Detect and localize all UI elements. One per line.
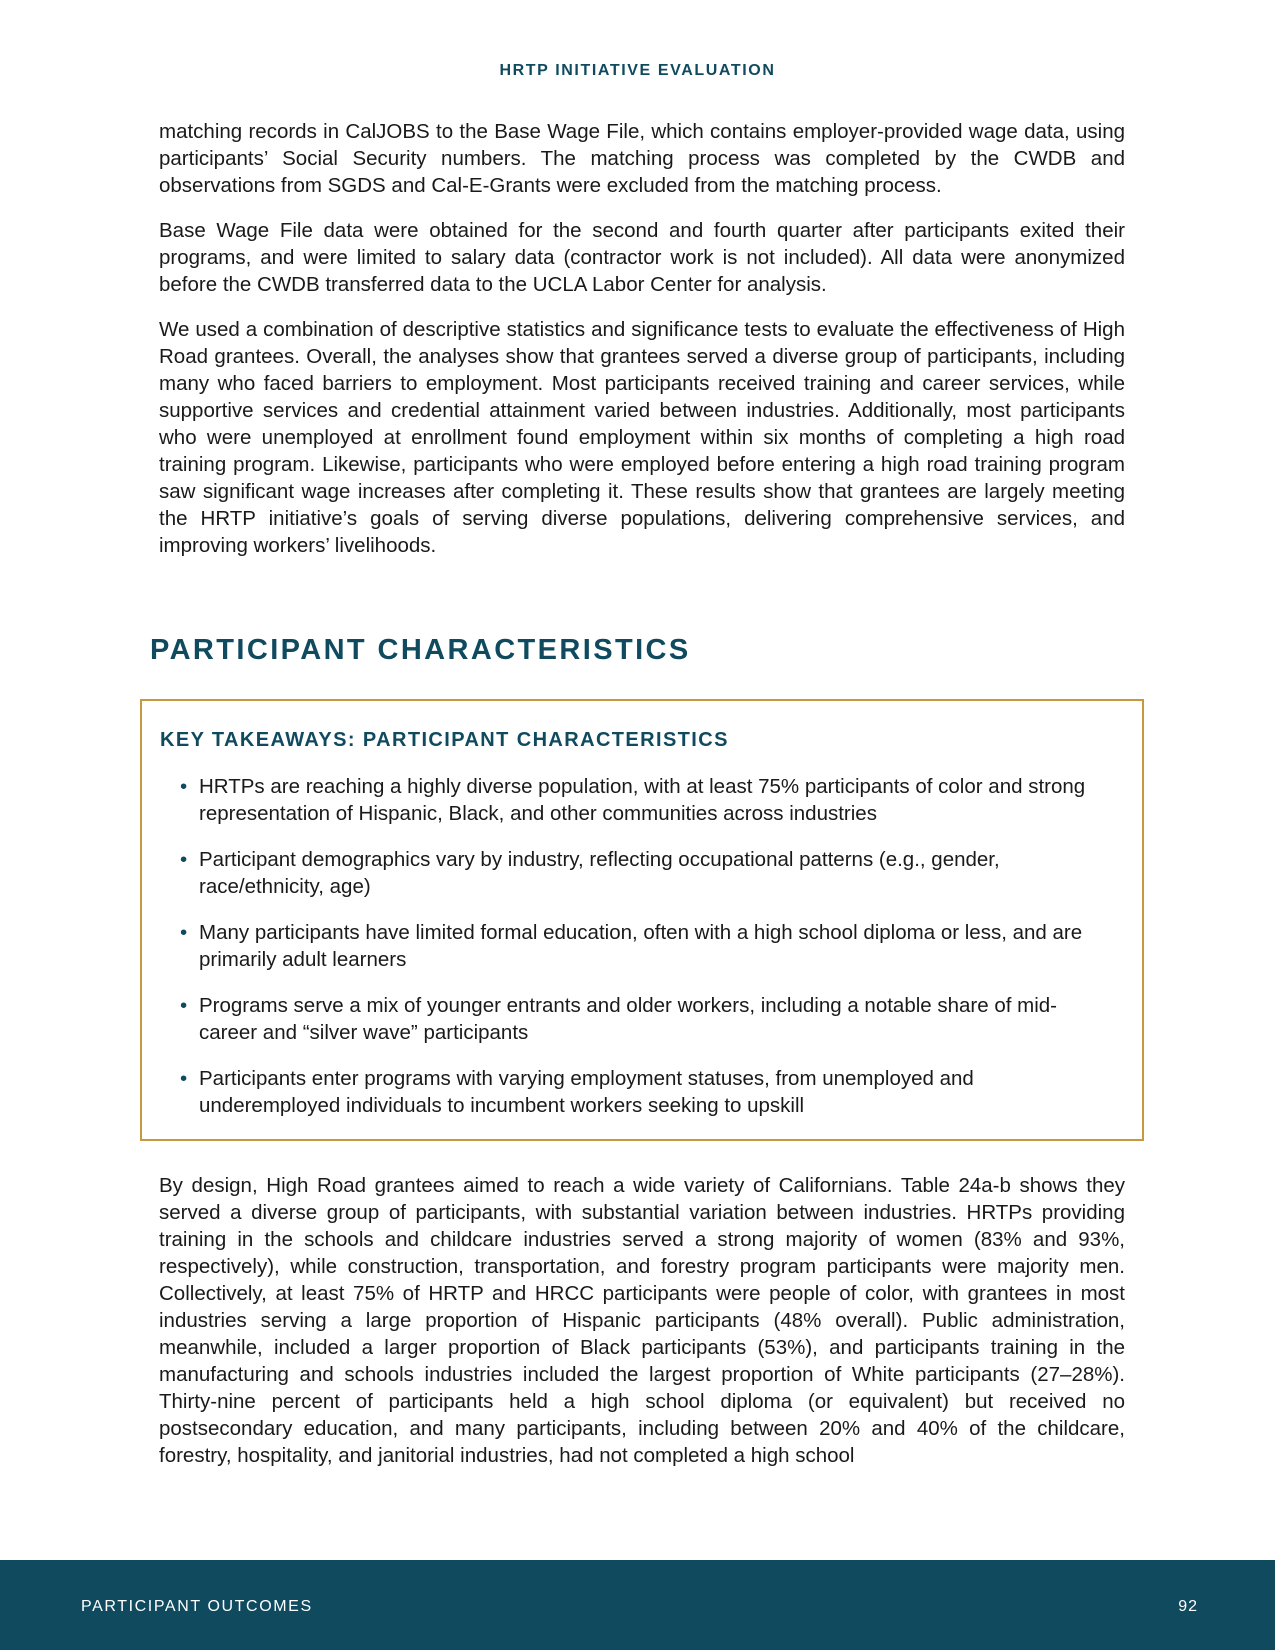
intro-paragraph: We used a combination of descriptive statistics and significance tests to evaluate the effectiveness of High Road grantees. Overall, the analyses show that grantees served a diverse group of participants, including many who faced barriers to employment. Most participants received training and career services, while supportive services and credential attainment varied between industries. Additionally, most participants who were unemployed at enrollment found employment within six months of completing a high road training program. Likewise, participants who were employed before entering a high road training program saw significant wage increases after completing it. These results show that grantees are largely meeting the HRTP initiative’s goals of serving diverse populations, delivering comprehensive services, and improving workers’ livelihoods. bbox=[159, 318, 1125, 557]
bullet-icon: • bbox=[180, 1067, 188, 1090]
takeaway-item bbox=[180, 846, 1100, 900]
intro-paragraph: matching records in CalJOBS to the Base Wage File, which contains employer-provided wage data, using participants’ Social Security numbers. The matching process was completed by the CWDB and observations from SGDS and Cal-E-Grants were excluded from the matching process. bbox=[159, 120, 1125, 197]
key-takeaways-title: KEY TAKEAWAYS: PARTICIPANT CHARACTERISTICS bbox=[160, 729, 729, 751]
bullet-icon: • bbox=[180, 775, 188, 798]
body-paragraph: By design, High Road grantees aimed to reach a wide variety of Californians. Table 24a-b shows they served a diverse group of participants, with substantial variation between industries. HRTPs providing training in the schools and childcare industries served a strong majority of women (83% and 93%, respectively), while construction, transportation, and forestry program participants were majority men. Collectively, at least 75% of HRTP and HRCC participants were people of color, with grantees in most industries serving a large proportion of Hispanic participants (48% overall). Public administration, meanwhile, included a larger proportion of Black participants (53%), and participants training in the manufacturing and schools industries included the largest proportion of White participants (27–28%). Thirty-nine percent of participants held a high school diploma (or equivalent) but received no postsecondary education, and many participants, including between 20% and 40% of the childcare, forestry, hospitality, and janitorial industries, had not completed a high school bbox=[159, 1174, 1125, 1467]
intro-paragraph: Base Wage File data were obtained for the second and fourth quarter after participants exited their programs, and were limited to salary data (contractor work is not included). All data were anonymized before the CWDB transferred data to the UCLA Labor Center for analysis. bbox=[159, 219, 1125, 296]
takeaway-item bbox=[180, 1065, 1100, 1119]
bullet-icon: • bbox=[180, 994, 188, 1017]
section-title: PARTICIPANT CHARACTERISTICS bbox=[150, 634, 691, 666]
page-number: 92 bbox=[1178, 1598, 1198, 1615]
footer-section-label: PARTICIPANT OUTCOMES bbox=[81, 1598, 313, 1615]
page-footer bbox=[0, 1560, 1275, 1650]
takeaway-text: Participants enter programs with varying employment statuses, from unemployed and underemployed individuals to incumbent workers seeking to upskill bbox=[199, 1067, 974, 1117]
takeaway-item bbox=[180, 919, 1100, 973]
running-header: HRTP INITIATIVE EVALUATION bbox=[499, 62, 776, 79]
takeaway-item bbox=[180, 992, 1100, 1046]
key-takeaways-box bbox=[140, 699, 1144, 1141]
takeaway-text: HRTPs are reaching a highly diverse population, with at least 75% participants of color and strong representation of Hispanic, Black, and other communities across industries bbox=[199, 775, 1086, 825]
takeaway-text: Participant demographics vary by industry, reflecting occupational patterns (e.g., gender, race/ethnicity, age) bbox=[199, 848, 1000, 898]
intro-text bbox=[159, 118, 1125, 577]
takeaway-item bbox=[180, 773, 1100, 827]
body-text bbox=[159, 1172, 1125, 1500]
bullet-icon: • bbox=[180, 848, 188, 871]
takeaway-text: Many participants have limited formal education, often with a high school diploma or less, and are primarily adult learners bbox=[199, 921, 1083, 971]
key-takeaways-list bbox=[180, 773, 1100, 1138]
takeaway-text: Programs serve a mix of younger entrants and older workers, including a notable share of mid-career and “silver wave” participants bbox=[199, 994, 1058, 1044]
bullet-icon: • bbox=[180, 921, 188, 944]
